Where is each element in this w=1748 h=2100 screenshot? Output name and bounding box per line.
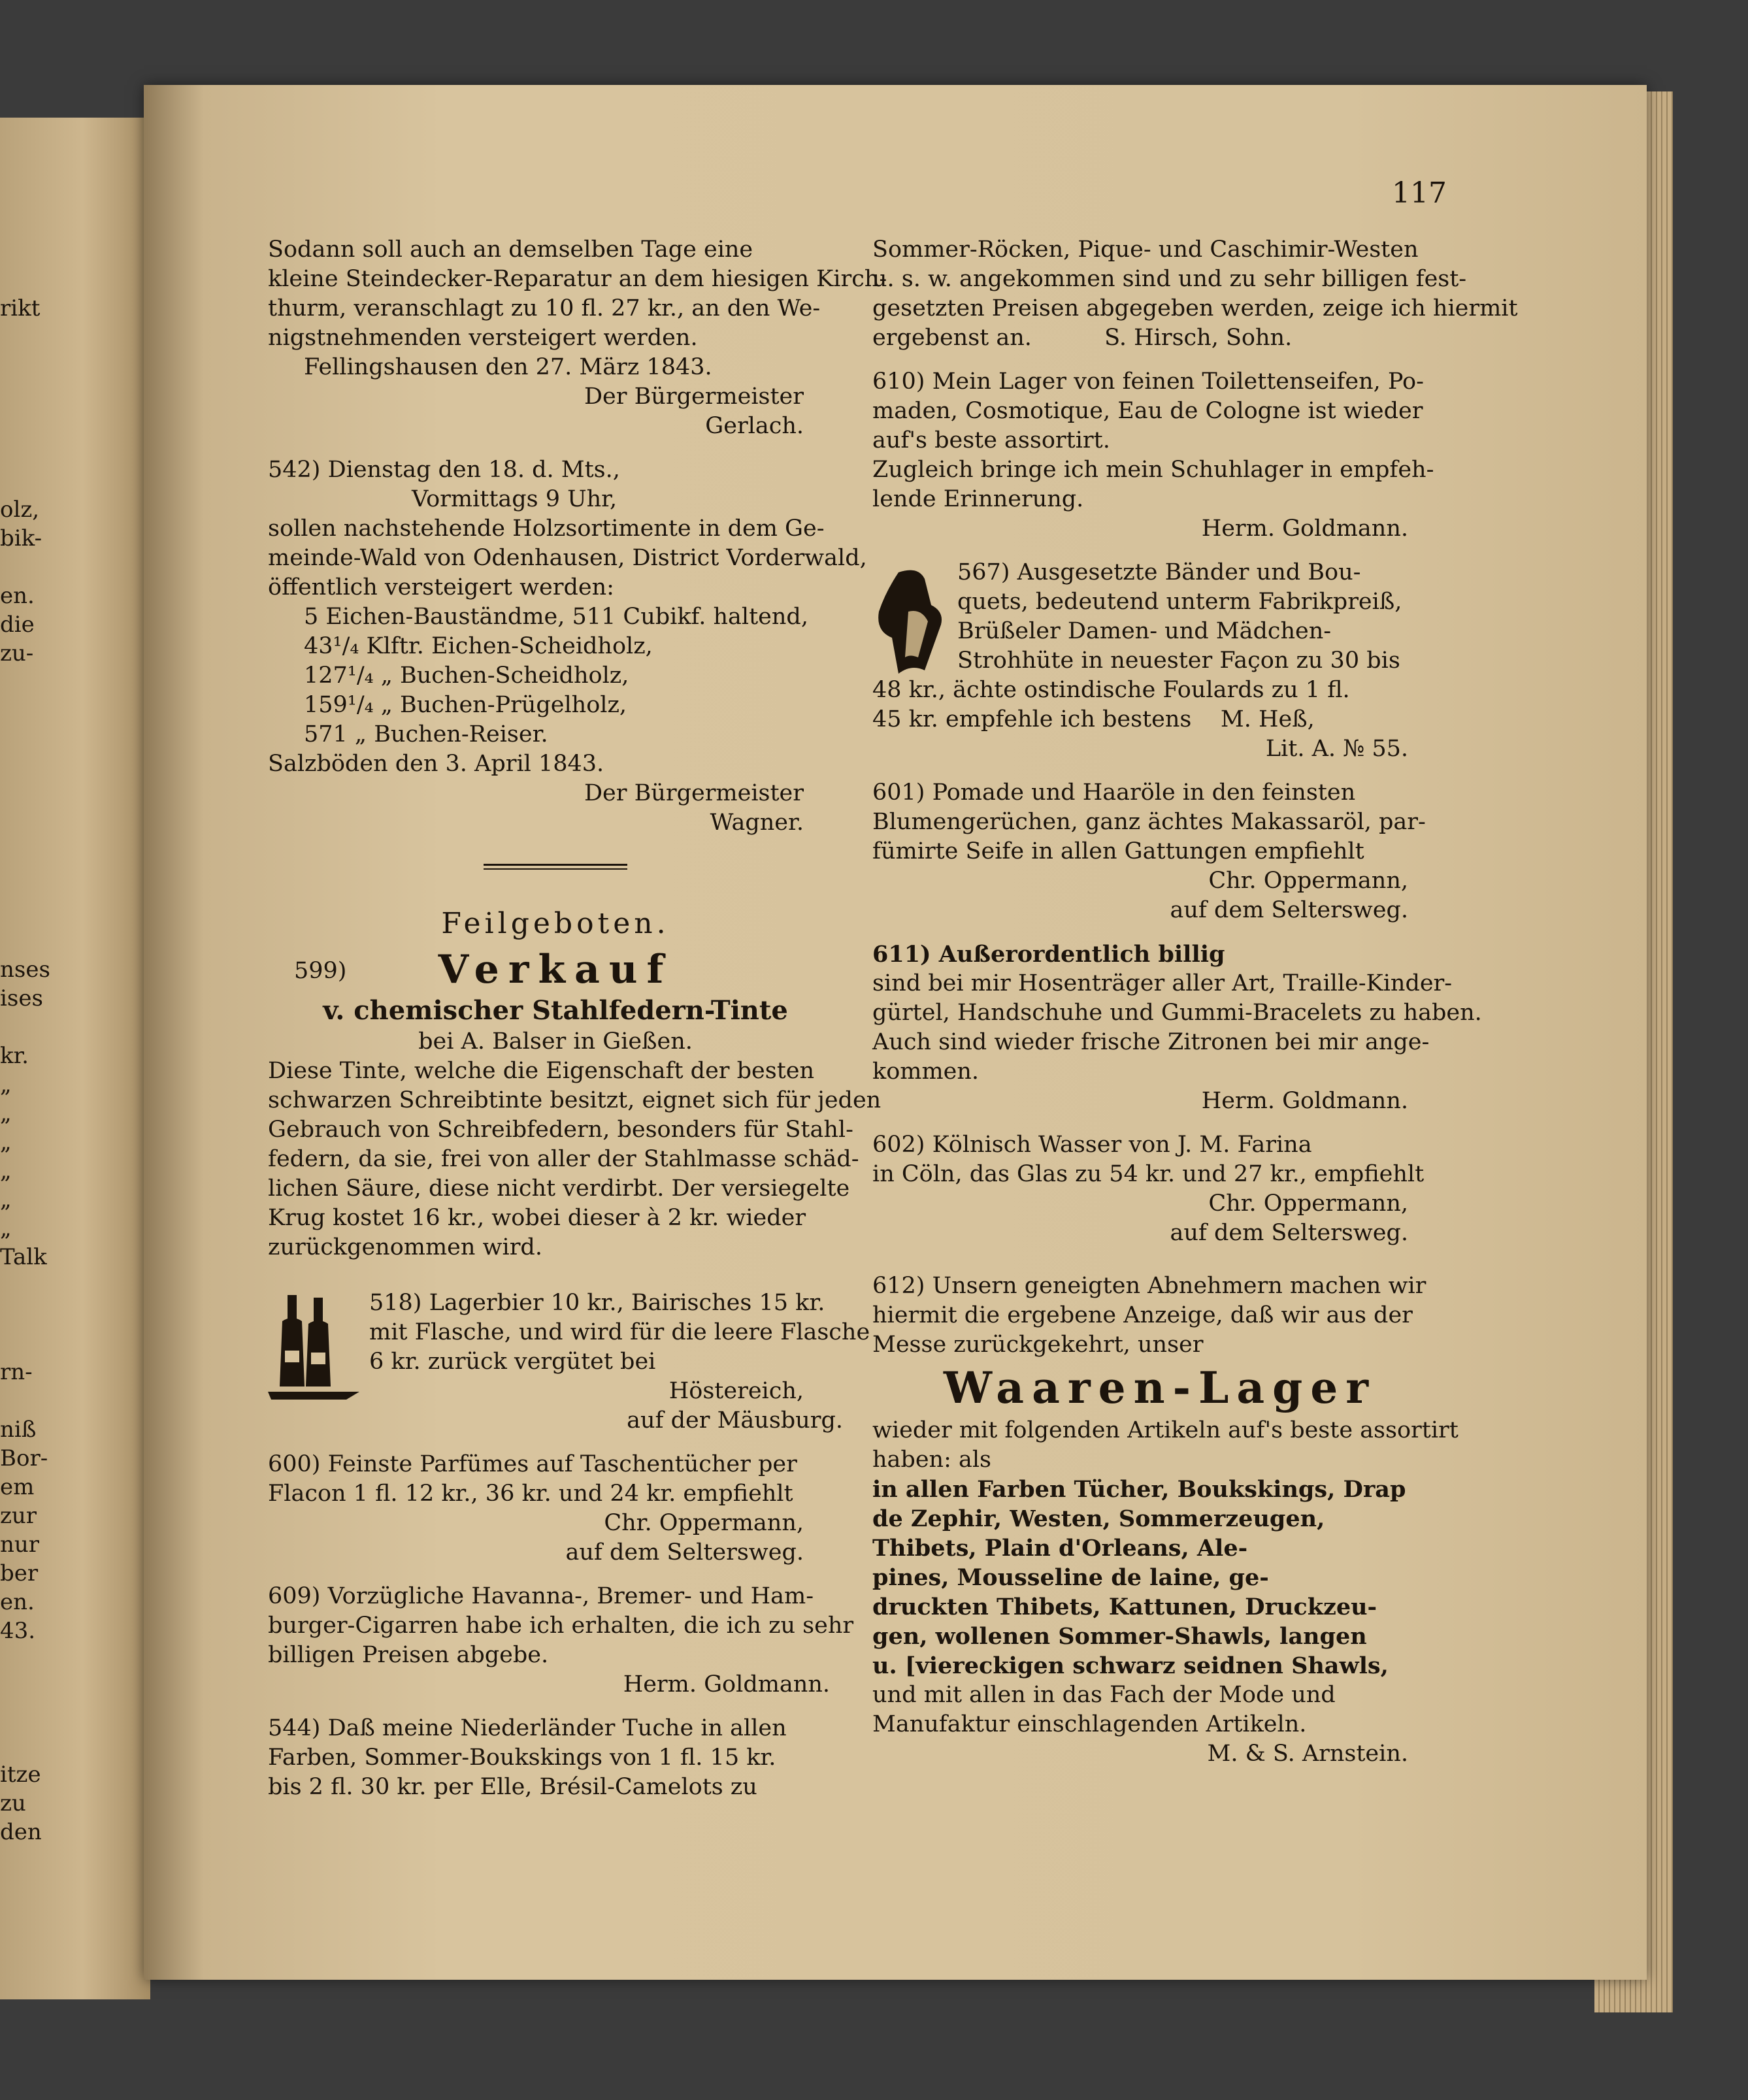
- ad-signature: auf dem Seltersweg.: [1170, 897, 1408, 923]
- facing-page-fragment: ber: [0, 1560, 39, 1586]
- ad-line: mit Flasche, und wird für die leere Flasche: [369, 1319, 870, 1345]
- facing-page-fragment: [0, 467, 50, 495]
- ad-line: kleine Steindecker-Reparatur an dem hiesigen Kirch-: [268, 266, 887, 292]
- ad-line: u. [viereckigen schwarz seidnen Shawls,: [872, 1652, 1389, 1679]
- ad-signature: auf dem Seltersweg.: [1170, 1220, 1408, 1246]
- facing-page-fragment: Talk: [0, 1244, 47, 1270]
- ad-signature: Der Bürgermeister: [584, 780, 804, 806]
- ad-line: sollen nachstehende Holzsortimente in dem Ge-: [268, 516, 825, 542]
- ad-612: [872, 1271, 1459, 1769]
- ad-line: 159¹/₄ „ Buchen-Prügelholz,: [304, 692, 627, 718]
- facing-page-fragment: nur: [0, 1532, 40, 1558]
- ad-line: Blumengerüchen, ganz ächtes Makassaröl, par-: [872, 809, 1426, 835]
- ad-title: Waaren-Lager: [943, 1362, 1377, 1413]
- facing-page-fragment: [0, 869, 50, 898]
- ad-line: 5 Eichen-Bauständme, 511 Cubikf. haltend,: [304, 604, 808, 630]
- facing-page-edge: [0, 118, 150, 1999]
- ad-line: nigstnehmenden versteigert werden.: [268, 325, 698, 351]
- ad-line: Thibets, Plain d'Orleans, Ale-: [872, 1535, 1248, 1562]
- ad-line: schwarzen Schreibtinte besitzt, eignet sich für jeden: [268, 1087, 882, 1113]
- ad-place-date: Salzböden den 3. April 1843.: [268, 751, 604, 777]
- section-divider: [484, 864, 627, 870]
- ad-line: 45 kr. empfehle ich bestens M. Heß,: [872, 706, 1315, 732]
- ad-line: Sodann soll auch an demselben Tage eine: [268, 237, 753, 263]
- right-column: [872, 235, 1518, 1783]
- ad-line: 601) Pomade und Haaröle in den feinsten: [872, 779, 1356, 806]
- ad-line: meinde-Wald von Odenhausen, District Vorderwald,: [268, 545, 867, 571]
- ad-line: in Cöln, das Glas zu 54 kr. und 27 kr., empfiehlt: [872, 1161, 1425, 1187]
- ad-line: bis 2 fl. 30 kr. per Elle, Brésil-Camelots zu: [268, 1774, 757, 1800]
- ad-line: Sommer-Röcken, Pique- und Caschimir-Westen: [872, 237, 1419, 263]
- ad-line: Flacon 1 fl. 12 kr., 36 kr. und 24 kr. empfiehlt: [268, 1481, 793, 1507]
- facing-page-fragment: [0, 1731, 50, 1760]
- facing-page-fragment: [0, 438, 50, 467]
- ad-line: 542) Dienstag den 18. d. Mts.,: [268, 457, 620, 483]
- ad-line: sind bei mir Hosenträger aller Art, Traille-Kinder-: [872, 970, 1453, 996]
- facing-page-fragment: ises: [0, 985, 43, 1011]
- ad-line: ergebenst an. S. Hirsch, Sohn.: [872, 325, 1293, 351]
- ad-steindecker: [268, 235, 887, 441]
- ad-line: billigen Preisen abgebe.: [268, 1642, 549, 1668]
- ad-line: Strohhüte in neuester Façon zu 30 bis: [957, 648, 1400, 674]
- facing-page-fragment: „: [0, 1072, 12, 1098]
- ad-line: Messe zurückgekehrt, unser: [872, 1332, 1204, 1358]
- facing-page-fragment: Bor-: [0, 1445, 48, 1471]
- ad-line: 48 kr., ächte ostindische Foulards zu 1 fl.: [872, 677, 1350, 703]
- ad-line: auf's beste assortirt.: [872, 427, 1110, 453]
- facing-page-fragment: zu-: [0, 640, 34, 666]
- facing-page-fragment: [0, 1703, 50, 1731]
- ad-line: lende Erinnerung.: [872, 486, 1084, 512]
- ad-line: gen, wollenen Sommer-Shawls, langen: [872, 1623, 1367, 1650]
- ad-line: pines, Mousseline de laine, ge-: [872, 1564, 1269, 1591]
- facing-page-fragment: den: [0, 1819, 42, 1845]
- ad-line: öffentlich versteigert werden:: [268, 574, 614, 600]
- ad-line: in allen Farben Tücher, Boukskings, Drap: [872, 1476, 1406, 1503]
- ad-line: 127¹/₄ „ Buchen-Scheidholz,: [304, 663, 629, 689]
- facing-page-fragment: rn-: [0, 1359, 33, 1385]
- ad-signature: Chr. Oppermann,: [1208, 1190, 1408, 1217]
- ad-600: [268, 1450, 843, 1567]
- facing-page-fragment: niß: [0, 1417, 37, 1443]
- facing-page-fragment: [0, 553, 50, 582]
- ad-signature: M. & S. Arnstein.: [1207, 1741, 1408, 1767]
- ad-line: de Zephir, Westen, Sommerzeugen,: [872, 1505, 1325, 1532]
- ad-line: federn, da sie, frei von aller der Stahlmasse schäd-: [268, 1146, 859, 1172]
- facing-page-fragment: [0, 380, 50, 409]
- ad-line: lichen Säure, diese nicht verdirbt. Der versiegelte: [268, 1175, 850, 1202]
- ad-line: 518) Lagerbier 10 kr., Bairisches 15 kr.: [369, 1290, 825, 1316]
- facing-page-fragment: itze: [0, 1762, 41, 1788]
- facing-page-fragment: zur: [0, 1503, 37, 1529]
- facing-page-fragment: „: [0, 1100, 12, 1126]
- ad-line: 544) Daß meine Niederländer Tuche in allen: [268, 1715, 787, 1741]
- ad-line: 571 „ Buchen-Reiser.: [304, 721, 548, 747]
- facing-page-fragment: [0, 1013, 50, 1042]
- ad-544: [268, 1714, 843, 1802]
- ad-line: maden, Cosmotique, Eau de Cologne ist wieder: [872, 398, 1423, 424]
- ad-signature: auf dem Seltersweg.: [565, 1539, 804, 1566]
- ad-line: druckten Thibets, Kattunen, Druckzeu-: [872, 1594, 1377, 1620]
- ad-line: gürtel, Handschuhe und Gummi-Bracelets zu haben.: [872, 1000, 1482, 1026]
- ad-signature: Herm. Goldmann.: [623, 1671, 830, 1698]
- ad-542: [268, 455, 867, 838]
- facing-page-fragment: [0, 1271, 50, 1300]
- facing-page-fragment: [0, 1329, 50, 1358]
- ad-line: 600) Feinste Parfümes auf Taschentücher per: [268, 1451, 797, 1477]
- page-number: 117: [1392, 176, 1447, 210]
- facing-page-fragment: „: [0, 1187, 12, 1213]
- ad-line: 602) Kölnisch Wasser von J. M. Farina: [872, 1132, 1312, 1158]
- ad-line: u. s. w. angekommen sind und zu sehr billigen fest-: [872, 266, 1467, 292]
- ad-610: [872, 367, 1447, 544]
- ad-place-date: Fellingshausen den 27. März 1843.: [304, 354, 712, 380]
- ad-line: Farben, Sommer-Boukskings von 1 fl. 15 kr.: [268, 1745, 776, 1771]
- ad-line: Gebrauch von Schreibfedern, besonders für Stahl-: [268, 1117, 853, 1143]
- facing-page-fragment: [0, 927, 50, 955]
- facing-page-fragment: [0, 352, 50, 380]
- ad-signature: Herm. Goldmann.: [1201, 516, 1408, 542]
- facing-page-fragment: [0, 840, 50, 869]
- facing-page-fragment: [0, 783, 50, 812]
- left-column: [268, 235, 887, 1816]
- facing-page-fragment: en.: [0, 1589, 35, 1615]
- ad-subtitle: v. chemischer Stahlfedern-Tinte: [323, 995, 788, 1026]
- ad-line: 567) Ausgesetzte Bänder und Bou-: [957, 559, 1361, 585]
- ad-567: [872, 558, 1447, 764]
- bonnet-hat-icon: [872, 566, 951, 677]
- ad-byline: bei A. Balser in Gießen.: [418, 1028, 693, 1055]
- ad-line: Brüßeler Damen- und Mädchen-: [957, 618, 1332, 644]
- facing-page-fragment: „: [0, 1158, 12, 1184]
- ad-signature: Herm. Goldmann.: [1201, 1088, 1408, 1114]
- facing-page-fragment: „: [0, 1129, 12, 1155]
- ad-signature: Der Bürgermeister: [584, 384, 804, 410]
- facing-page-fragment: [0, 1645, 50, 1674]
- ad-number: 599): [294, 958, 347, 984]
- facing-page-fragment: [0, 1300, 50, 1329]
- facing-page-fragment: [0, 812, 50, 840]
- ad-518: [268, 1288, 870, 1436]
- facing-page-fragment: rikt: [0, 295, 41, 321]
- ad-line: quets, bedeutend unterm Fabrikpreiß,: [957, 589, 1402, 615]
- facing-page-fragment: [0, 1674, 50, 1703]
- ad-signature: Chr. Oppermann,: [604, 1510, 804, 1536]
- facing-page-fragment: [0, 754, 50, 783]
- ad-line: fümirte Seife in allen Gattungen empfiehlt: [872, 838, 1364, 864]
- ad-line: zurückgenommen wird.: [268, 1234, 542, 1260]
- ad-line: wieder mit folgenden Artikeln auf's beste assortirt: [872, 1417, 1459, 1443]
- ad-line: 43¹/₄ Klftr. Eichen-Scheidholz,: [304, 633, 653, 659]
- facing-page-fragment: [0, 697, 50, 725]
- facing-page-fragment: [0, 409, 50, 438]
- facing-page-fragment: [0, 725, 50, 754]
- ad-line: Diese Tinte, welche die Eigenschaft der besten: [268, 1058, 815, 1084]
- ad-line: Krug kostet 16 kr., wobei dieser à 2 kr. wieder: [268, 1205, 806, 1231]
- ad-601: [872, 778, 1447, 925]
- facing-page-fragment: olz,: [0, 497, 40, 523]
- ad-line: 609) Vorzügliche Havanna-, Bremer- und Ham-: [268, 1583, 814, 1609]
- ad-line: Zugleich bringe ich mein Schuhlager in empfeh-: [872, 457, 1434, 483]
- ad-line: 6 kr. zurück vergütet bei: [369, 1349, 656, 1375]
- ad-611: [872, 940, 1482, 1116]
- ad-line: und mit allen in das Fach der Mode und: [872, 1682, 1336, 1708]
- ad-signature: auf der Mäusburg.: [627, 1407, 843, 1434]
- ad-signature: Lit. A. № 55.: [1265, 736, 1408, 762]
- ad-hirsch-continued: [872, 235, 1518, 353]
- ad-line: hiermit die ergebene Anzeige, daß wir aus der: [872, 1302, 1413, 1328]
- facing-page-fragment: 43.: [0, 1618, 36, 1644]
- beer-bottles-icon: [268, 1288, 366, 1400]
- ad-signature: Wagner.: [710, 810, 804, 836]
- ad-line: haben: als: [872, 1447, 992, 1473]
- ad-line: burger-Cigarren habe ich erhalten, die ich zu sehr: [268, 1613, 854, 1639]
- facing-page-fragment: [0, 668, 50, 697]
- facing-page-fragment: zu: [0, 1790, 26, 1816]
- facing-page-fragment: kr.: [0, 1043, 29, 1069]
- facing-page-fragment: nses: [0, 957, 50, 983]
- facing-page-fragment: bik-: [0, 525, 42, 551]
- facing-page-fragment: [0, 898, 50, 927]
- ad-signature: Höstereich,: [668, 1378, 804, 1404]
- facing-page-fragment: [0, 1386, 50, 1415]
- ad-signature: Gerlach.: [705, 413, 804, 439]
- facing-page-fragment: em: [0, 1474, 35, 1500]
- ad-line: 610) Mein Lager von feinen Toilettenseifen, Po-: [872, 369, 1424, 395]
- facing-page-fragment: [0, 323, 50, 352]
- facing-page-fragment: die: [0, 612, 35, 638]
- ad-609: [268, 1582, 854, 1699]
- facing-page-fragment: „: [0, 1215, 12, 1241]
- ad-line: 611) Außerordentlich billig: [872, 941, 1225, 968]
- ad-line: kommen.: [872, 1058, 980, 1085]
- facing-page-fragments: [0, 294, 50, 1846]
- ad-line: gesetzten Preisen abgegeben werden, zeige ich hiermit: [872, 295, 1518, 321]
- ad-line: Vormittags 9 Uhr,: [412, 486, 618, 512]
- facing-page-fragment: en.: [0, 583, 35, 609]
- ad-602: [872, 1130, 1447, 1248]
- ad-line: 612) Unsern geneigten Abnehmern machen wir: [872, 1273, 1426, 1299]
- ad-line: thurm, veranschlagt zu 10 fl. 27 kr., an den We-: [268, 295, 821, 321]
- ad-line: Manufaktur einschlagenden Artikeln.: [872, 1711, 1307, 1737]
- section-heading: Feilgeboten.: [441, 907, 670, 940]
- ad-signature: Chr. Oppermann,: [1208, 868, 1408, 894]
- ad-line: Auch sind wieder frische Zitronen bei mir ange-: [872, 1029, 1430, 1055]
- ad-599: [268, 945, 882, 1262]
- ad-title: Verkauf: [438, 947, 673, 993]
